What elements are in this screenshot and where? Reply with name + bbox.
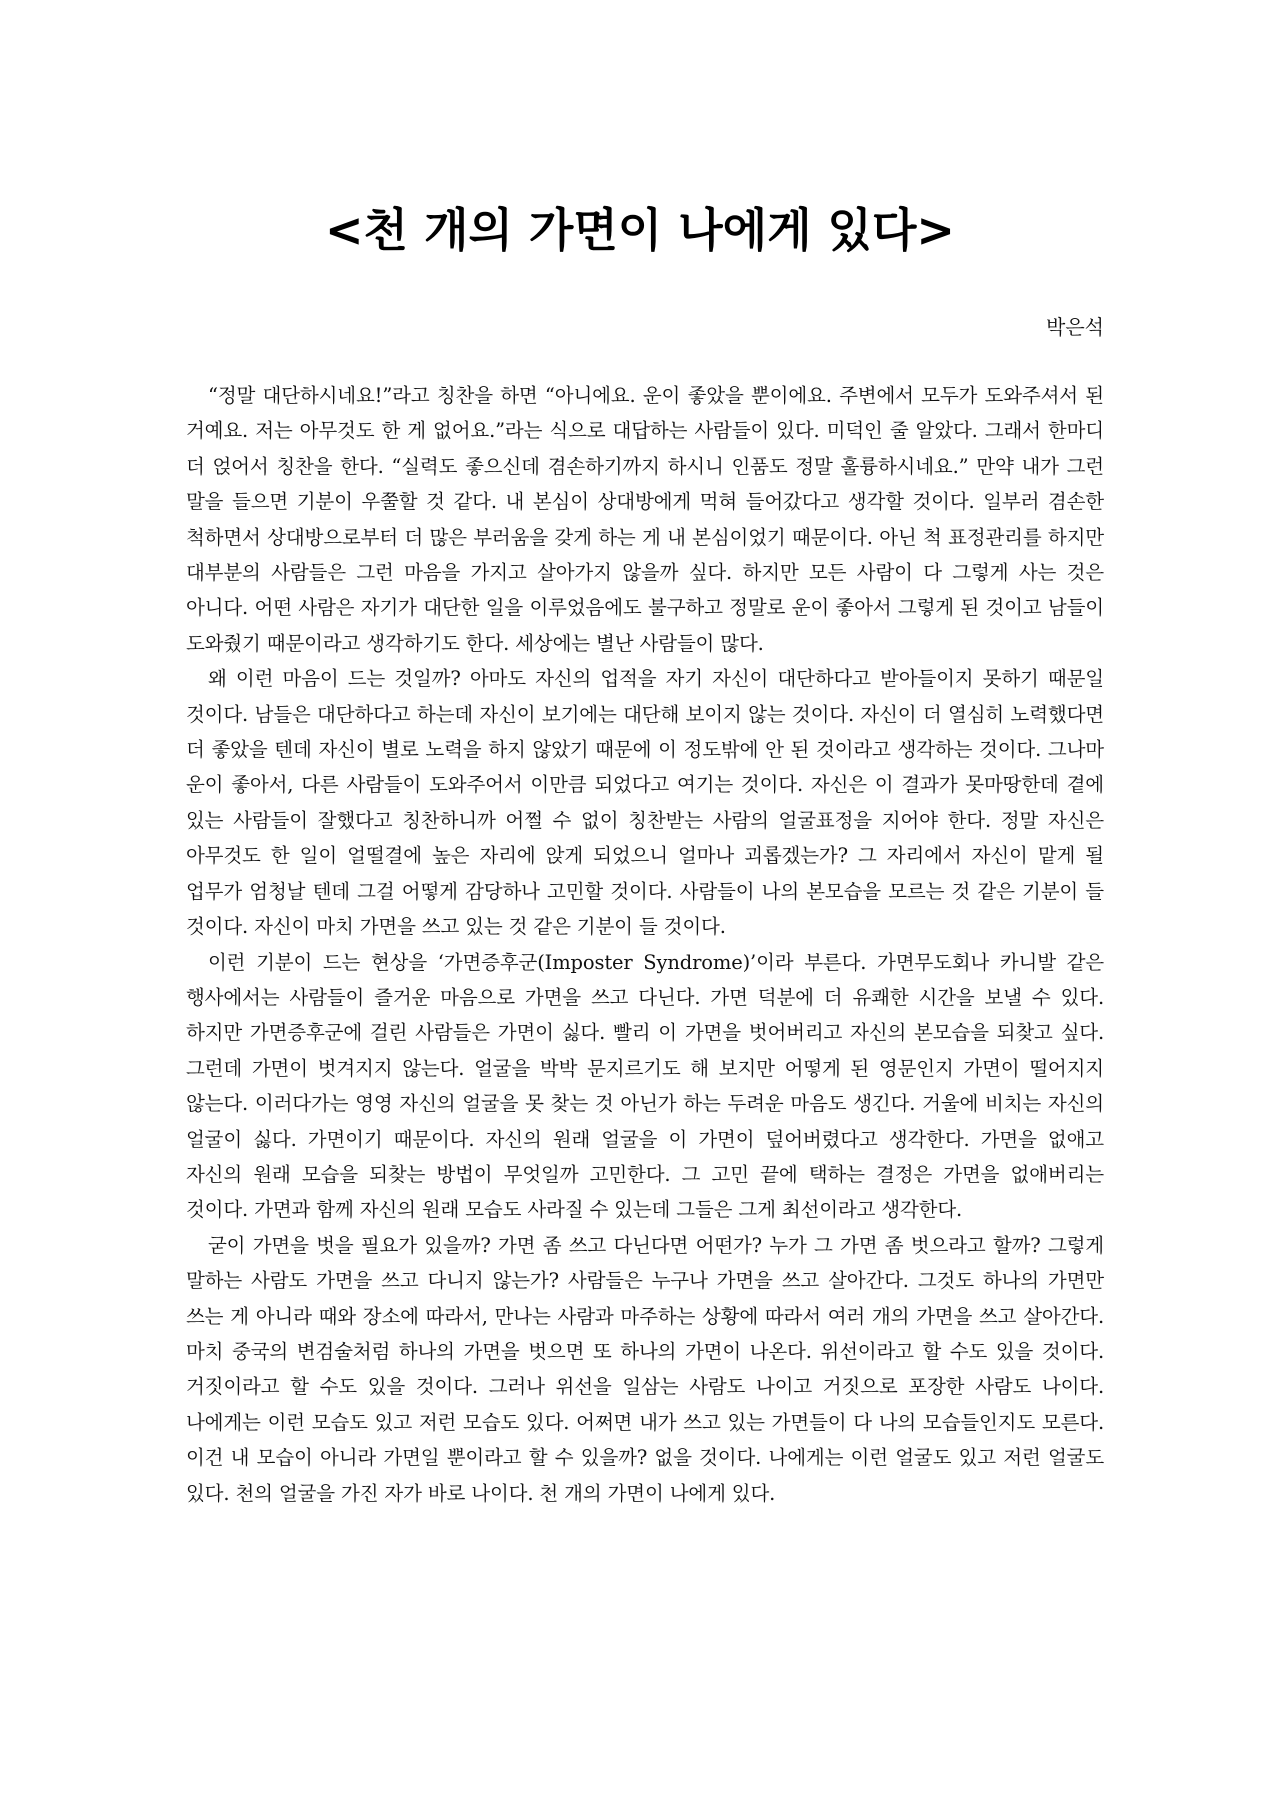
paragraph-2: 왜 이런 마음이 드는 것일까? 아마도 자신의 업적을 자기 자신이 대단하다고 받아들이지 못하기 때문일 것이다. 남들은 대단하다고 하는데 자신이 보기에는 대단해 보이지 않는 것이다. 자신이 더 열심히 노력했다면 더 좋았을 텐데 자신이 별로 노력을 하지 않았기 때문에 이 정도밖에 안 된 것이라고 생각하는 것이다. 그나마 운이 좋아서, 다른 사람들이 도와주어서 이만큼 되었다고 여기는 것이다. 자신은 이 결과가 못마땅한데 곁에 있는 사람들이 잘했다고 칭찬하니까 어쩔 수 없이 칭찬받는 사람의 얼굴표정을 지어야 한다. 정말 자신은 아무것도 한 일이 얼떨결에 높은 자리에 앉게 되었으니 얼마나 괴롭겠는가? 그 자리에서 자신이 맡게 될 업무가 엄청날 텐데 그걸 어떻게 감당하나 고민할 것이다. 사람들이 나의 본모습을 모르는 것 같은 기분이 들 것이다. 자신이 마치 가면을 쓰고 있는 것 같은 기분이 들 것이다. [186,667,1104,939]
essay-body [186,378,1104,1511]
author-name: 박은석 [1046,315,1104,339]
paragraph-3: 이런 기분이 드는 현상을 ‘가면증후군(Imposter Syndrome)’이라 부른다. 가면무도회나 카니발 같은 행사에서는 사람들이 즐거운 마음으로 가면을 쓰고 다닌다. 가면 덕분에 더 유쾌한 시간을 보낼 수 있다. 하지만 가면증후군에 걸린 사람들은 가면이 싫다. 빨리 이 가면을 벗어버리고 자신의 본모습을 되찾고 싶다. 그런데 가면이 벗겨지지 않는다. 얼굴을 박박 문지르기도 해 보지만 어떻게 된 영문인지 가면이 떨어지지 않는다. 이러다가는 영영 자신의 얼굴을 못 찾는 것 아닌가 하는 두려운 마음도 생긴다. 거울에 비치는 자신의 얼굴이 싫다. 가면이기 때문이다. 자신의 원래 얼굴을 이 가면이 덮어버렸다고 생각한다. 가면을 없애고 자신의 원래 모습을 되찾는 방법이 무엇일까 고민한다. 그 고민 끝에 택하는 결정은 가면을 없애버리는 것이다. 가면과 함께 자신의 원래 모습도 사라질 수 있는데 그들은 그게 최선이라고 생각한다. [186,950,1104,1222]
document-title: <천 개의 가면이 나에게 있다> [325,203,955,257]
paragraph-1: “정말 대단하시네요!”라고 칭찬을 하면 “아니에요. 운이 좋았을 뿐이에요. 주변에서 모두가 도와주셔서 된 거예요. 저는 아무것도 한 게 없어요.”라는 식으로 대답하는 사람들이 있다. 미덕인 줄 알았다. 그래서 한마디 더 얹어서 칭찬을 한다. “실력도 좋으신데 겸손하기까지 하시니 인품도 정말 훌륭하시네요.” 만약 내가 그런 말을 들으면 기분이 우쭐할 것 같다. 내 본심이 상대방에게 먹혀 들어갔다고 생각할 것이다. 일부러 겸손한 척하면서 상대방으로부터 더 많은 부러움을 갖게 하는 게 내 본심이었기 때문이다. 아닌 척 표정관리를 하지만 대부분의 사람들은 그런 마음을 가지고 살아가지 않을까 싶다. 하지만 모든 사람이 다 그렇게 사는 것은 아니다. 어떤 사람은 자기가 대단한 일을 이루었음에도 불구하고 정말로 운이 좋아서 그렇게 된 것이고 남들이 도와줬기 때문이라고 생각하기도 한다. 세상에는 별난 사람들이 많다. [186,384,1104,655]
paragraph-4: 굳이 가면을 벗을 필요가 있을까? 가면 좀 쓰고 다닌다면 어떤가? 누가 그 가면 좀 벗으라고 할까? 그렇게 말하는 사람도 가면을 쓰고 다니지 않는가? 사람들은 누구나 가면을 쓰고 살아간다. 그것도 하나의 가면만 쓰는 게 아니라 때와 장소에 따라서, 만나는 사람과 마주하는 상황에 따라서 여러 개의 가면을 쓰고 살아간다. 마치 중국의 변검술처럼 하나의 가면을 벗으면 또 하나의 가면이 나온다. 위선이라고 할 수도 있을 것이다. 거짓이라고 할 수도 있을 것이다. 그러나 위선을 일삼는 사람도 나이고 거짓으로 포장한 사람도 나이다. 나에게는 이런 모습도 있고 저런 모습도 있다. 어쩌면 내가 쓰고 있는 가면들이 다 나의 모습들인지도 모른다. 이건 내 모습이 아니라 가면일 뿐이라고 할 수 있을까? 없을 것이다. 나에게는 이런 얼굴도 있고 저런 얼굴도 있다. 천의 얼굴을 가진 자가 바로 나이다. 천 개의 가면이 나에게 있다. [186,1233,1104,1505]
